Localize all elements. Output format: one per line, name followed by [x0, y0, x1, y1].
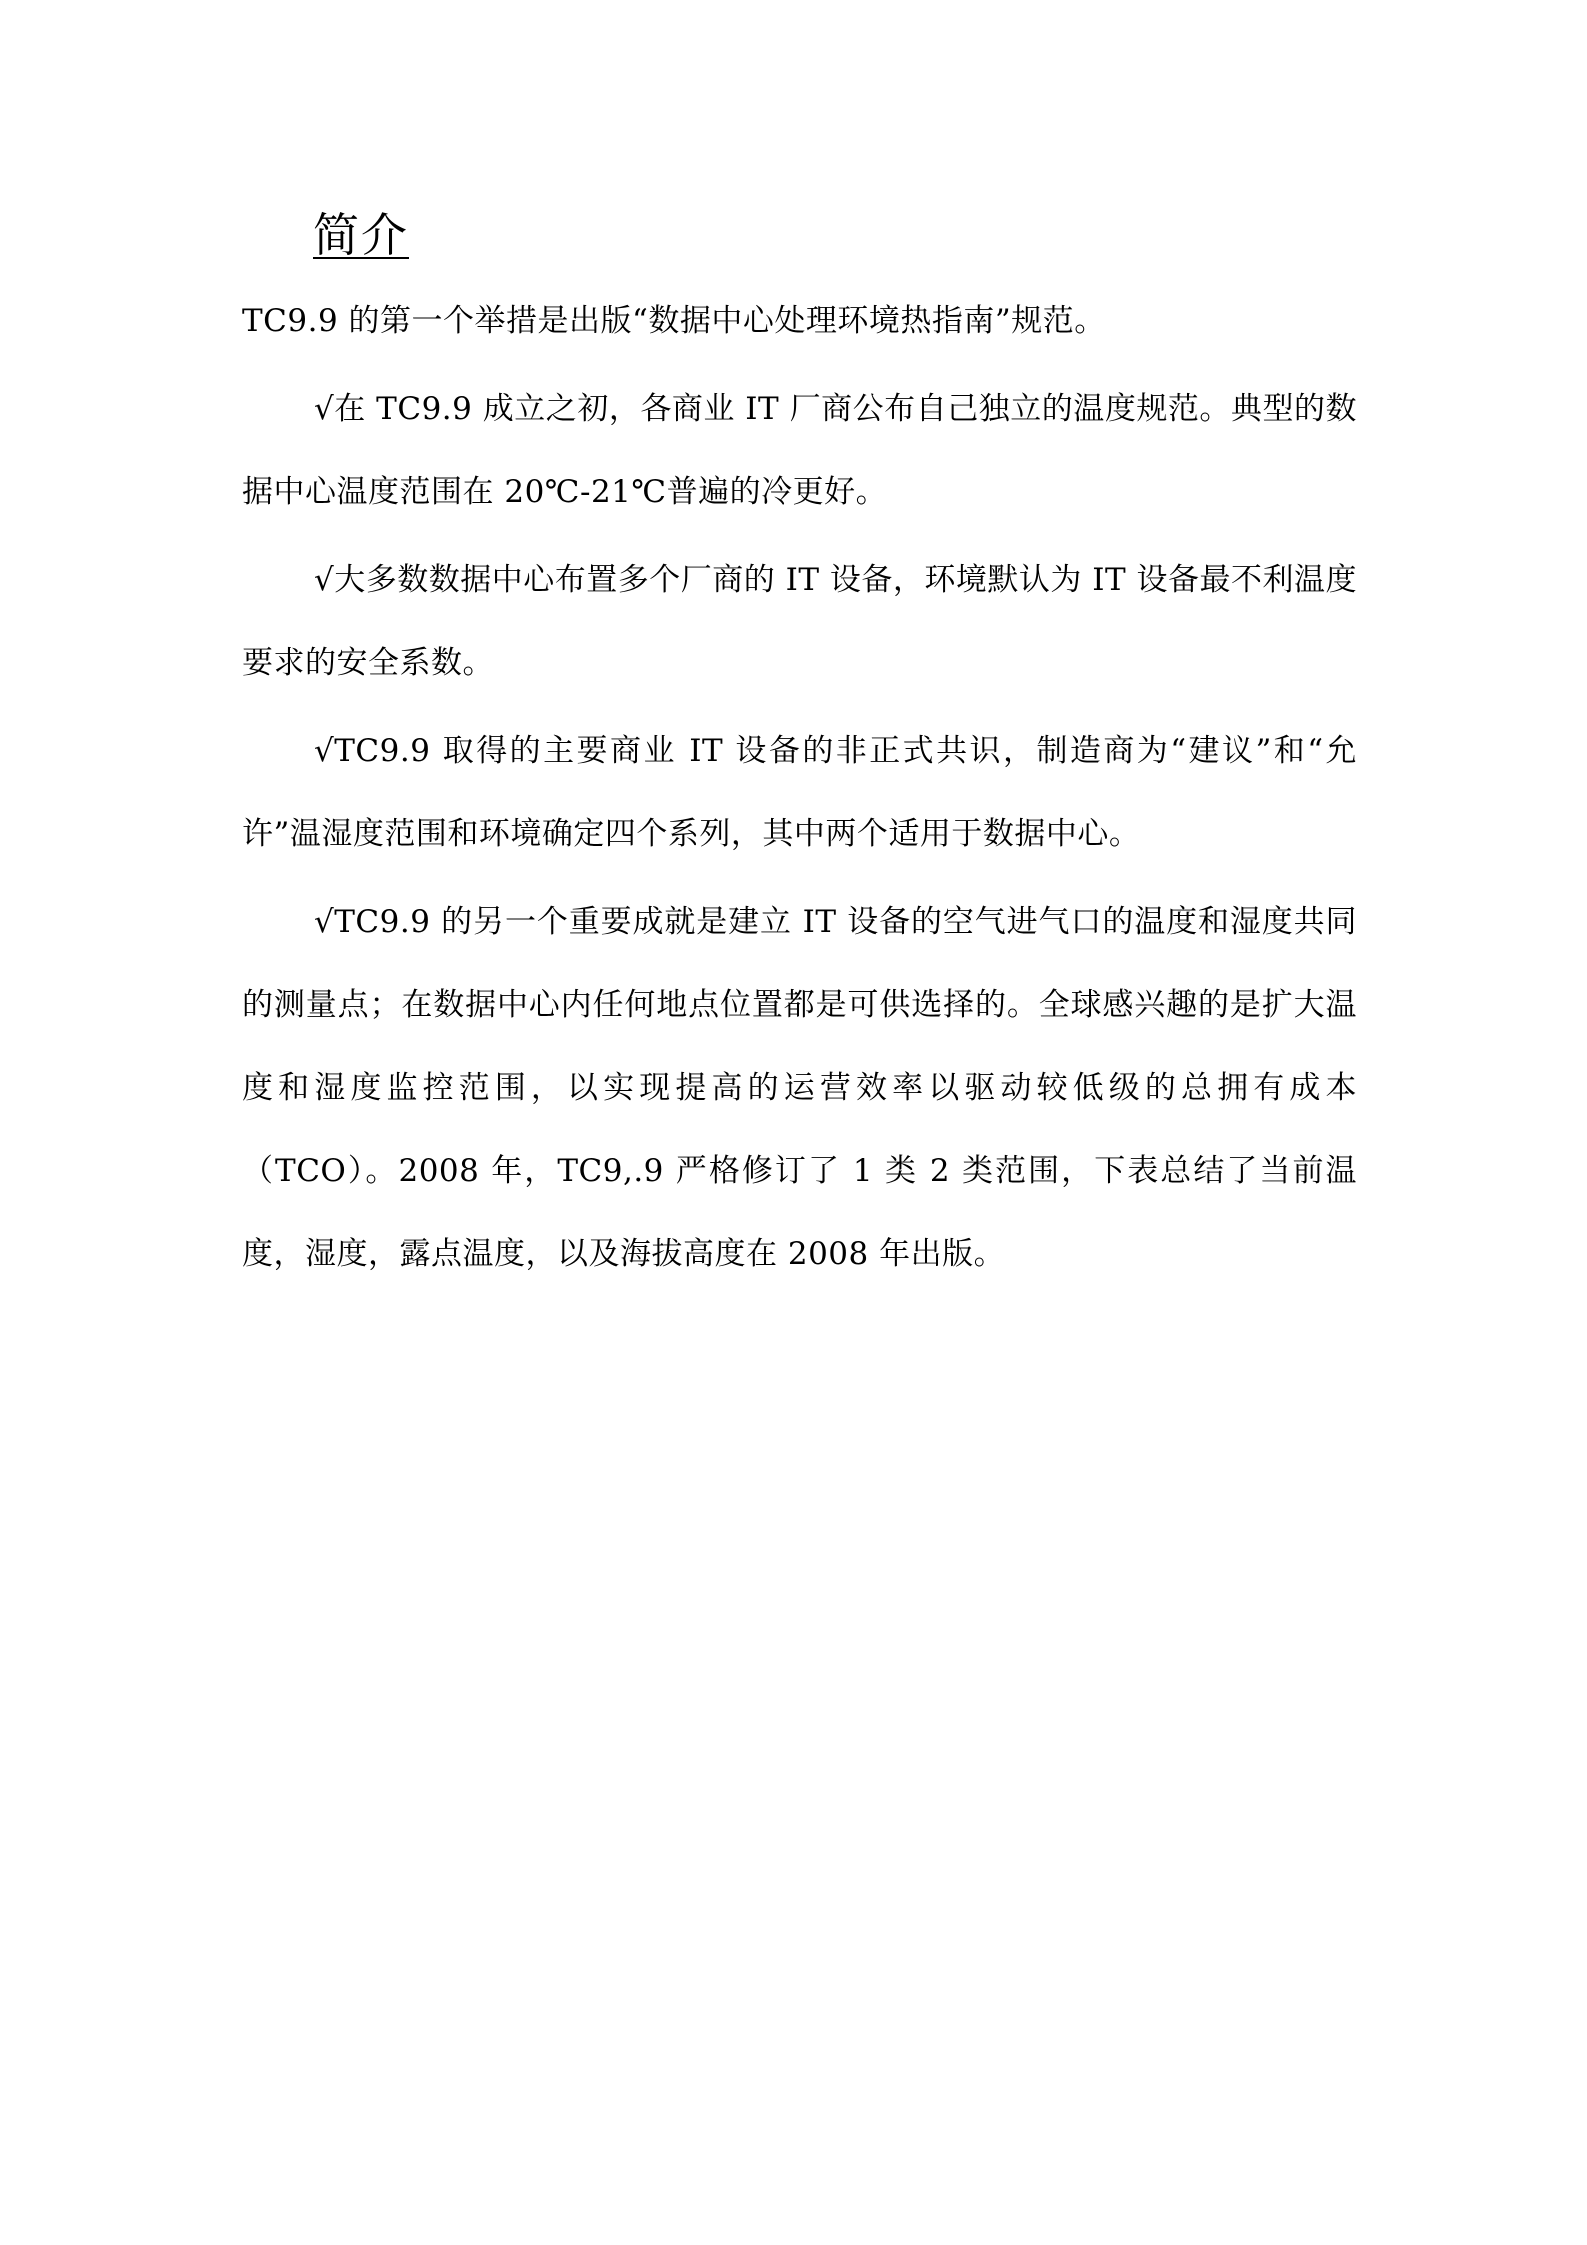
paragraph-multi-vendor: √大多数数据中心布置多个厂商的 IT 设备，环境默认为 IT 设备最不利温度要求的安全系数。 [242, 562, 1358, 681]
paragraph-intro: TC9.9 的第一个举措是出版“数据中心处理环境热指南”规范。 [242, 303, 1106, 339]
paragraph-measurement: √TC9.9 的另一个重要成就是建立 IT 设备的空气进气口的温度和湿度共同的测量点；在数据中心内任何地点位置都是可供选择的。全球感兴趣的是扩大温度和湿度监控范围，以实现提高的运营效率以驱动较低级的总拥有成本（TCO）。2008 年，TC9,.9 严格修订了 1 类 2 类范围，下表总结了当前温度，湿度，露点温度，以及海拔高度在 2008 年出版。 [242, 904, 1357, 1272]
paragraph-consensus: √TC9.9 取得的主要商业 IT 设备的非正式共识，制造商为“建议”和“允许”温湿度范围和环境确定四个系列，其中两个适用于数据中心。 [242, 733, 1357, 852]
section-heading: 简介 [313, 208, 409, 262]
paragraph-vendor-specs: √在 TC9.9 成立之初，各商业 IT 厂商公布自己独立的温度规范。典型的数据中心温度范围在 20℃-21℃普遍的冷更好。 [242, 391, 1357, 510]
body-text [242, 280, 1357, 1301]
